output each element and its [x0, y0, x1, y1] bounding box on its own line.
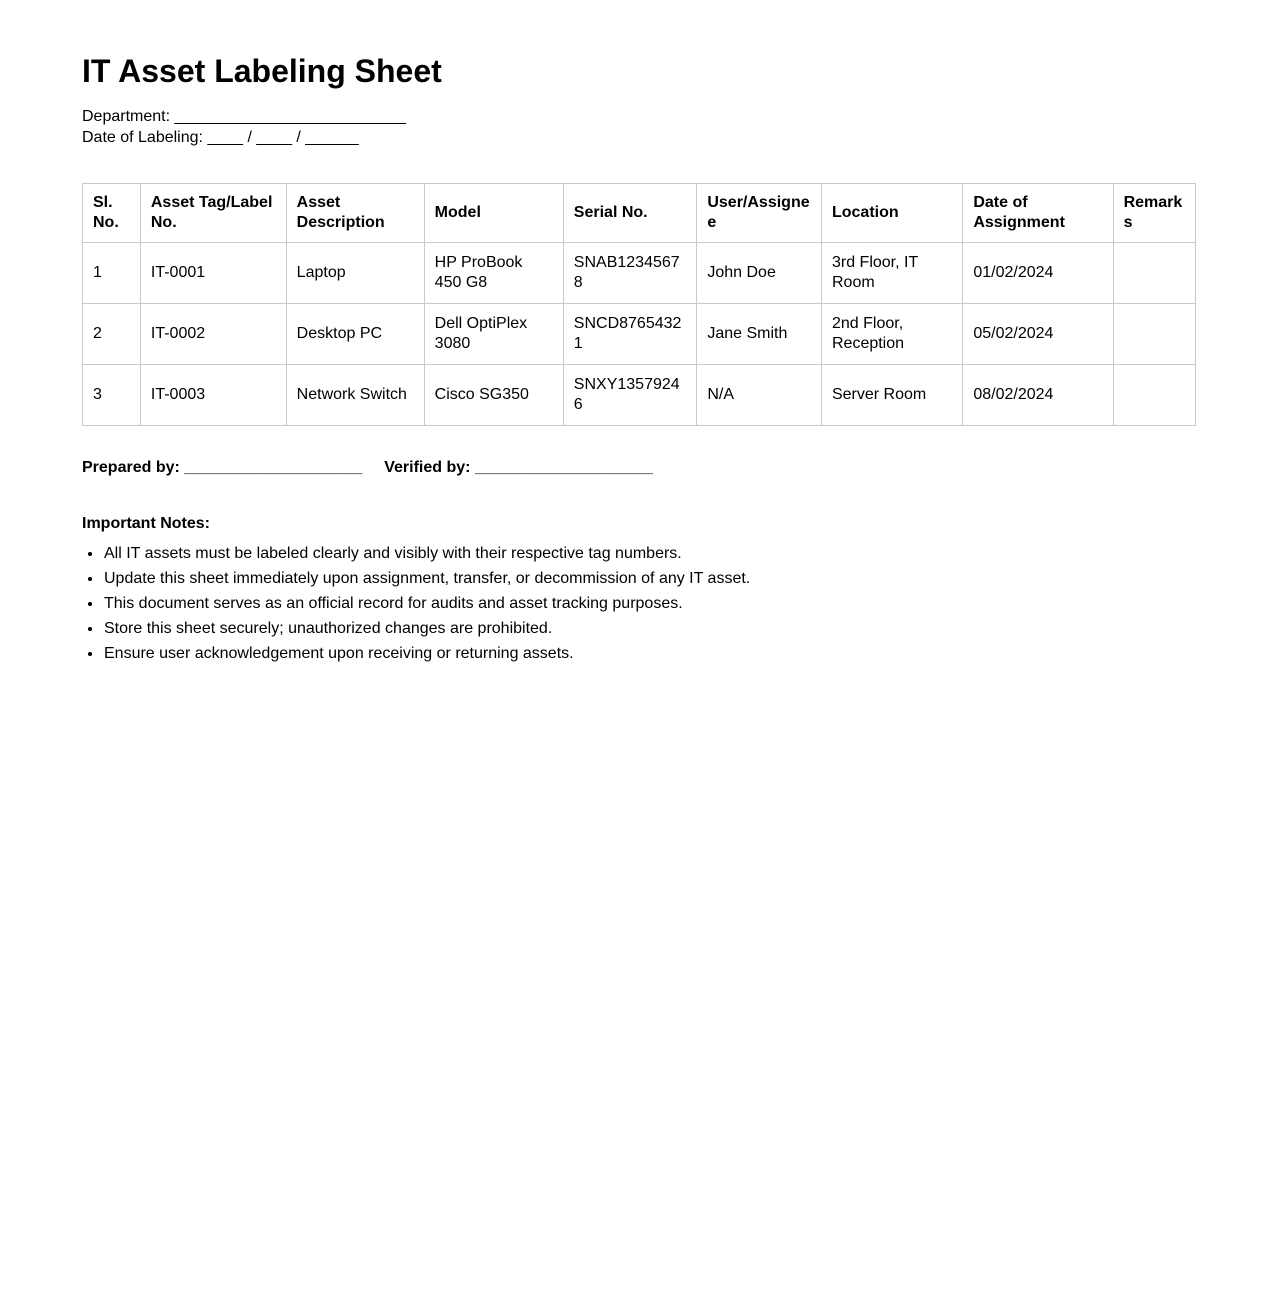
- important-notes-list: [82, 545, 1196, 663]
- table-cell: 2: [83, 303, 141, 364]
- prepared-by-blank: ____________________: [184, 458, 363, 476]
- signature-line: [82, 457, 1196, 478]
- verified-by-label: Verified by:: [384, 458, 471, 476]
- table-row: [83, 303, 1196, 364]
- table-cell: 1: [83, 242, 141, 303]
- column-header: Sl. No.: [83, 183, 141, 242]
- table-cell: SNCD87654321: [563, 303, 697, 364]
- table-cell: HP ProBook 450 G8: [424, 242, 563, 303]
- column-header: Serial No.: [563, 183, 697, 242]
- note-item: • This document serves as an official record for audits and asset tracking purposes.: [103, 595, 1196, 613]
- asset-table: [82, 183, 1196, 426]
- note-item: • Ensure user acknowledgement upon receiving or returning assets.: [103, 645, 1196, 663]
- column-header: Remarks: [1113, 183, 1195, 242]
- table-cell: IT-0003: [140, 364, 286, 425]
- table-cell: 08/02/2024: [963, 364, 1113, 425]
- column-header: Asset Description: [286, 183, 424, 242]
- table-row: [83, 242, 1196, 303]
- table-cell: 3: [83, 364, 141, 425]
- table-cell: 01/02/2024: [963, 242, 1113, 303]
- table-cell: Laptop: [286, 242, 424, 303]
- table-cell: IT-0002: [140, 303, 286, 364]
- column-header: Location: [821, 183, 962, 242]
- table-cell: 05/02/2024: [963, 303, 1113, 364]
- date-of-labeling-label: Date of Labeling:: [82, 128, 203, 146]
- table-cell: John Doe: [697, 242, 822, 303]
- department-blank: __________________________: [174, 107, 406, 125]
- table-cell: Cisco SG350: [424, 364, 563, 425]
- verified-by-blank: ____________________: [474, 458, 653, 476]
- column-header: Date of Assignment: [963, 183, 1113, 242]
- table-cell: [1113, 303, 1195, 364]
- table-cell: [1113, 242, 1195, 303]
- column-header: User/Assignee: [697, 183, 822, 242]
- table-cell: Desktop PC: [286, 303, 424, 364]
- table-cell: [1113, 364, 1195, 425]
- note-item: • Store this sheet securely; unauthorized changes are prohibited.: [103, 620, 1196, 638]
- department-label: Department:: [82, 107, 171, 125]
- table-cell: Jane Smith: [697, 303, 822, 364]
- table-row: [83, 364, 1196, 425]
- table-cell: Dell OptiPlex 3080: [424, 303, 563, 364]
- table-cell: 2nd Floor, Reception: [821, 303, 962, 364]
- table-cell: IT-0001: [140, 242, 286, 303]
- page-title: IT Asset Labeling Sheet: [82, 53, 442, 89]
- table-cell: SNXY13579246: [563, 364, 697, 425]
- note-item: • Update this sheet immediately upon assignment, transfer, or decommission of any IT asset.: [103, 570, 1196, 588]
- prepared-by-label: Prepared by:: [82, 458, 180, 476]
- department-line: [82, 106, 1196, 127]
- date-of-labeling-line: [82, 127, 1196, 148]
- table-cell: 3rd Floor, IT Room: [821, 242, 962, 303]
- table-cell: Server Room: [821, 364, 962, 425]
- table-cell: N/A: [697, 364, 822, 425]
- column-header: Model: [424, 183, 563, 242]
- table-header-row: [83, 183, 1196, 242]
- header-fields: [82, 106, 1196, 148]
- table-cell: Network Switch: [286, 364, 424, 425]
- note-item: • All IT assets must be labeled clearly and visibly with their respective tag numbers.: [103, 545, 1196, 563]
- column-header: Asset Tag/Label No.: [140, 183, 286, 242]
- important-notes-heading: Important Notes:: [82, 514, 210, 532]
- date-of-labeling-blank: ____ / ____ / ______: [207, 128, 359, 146]
- table-cell: SNAB12345678: [563, 242, 697, 303]
